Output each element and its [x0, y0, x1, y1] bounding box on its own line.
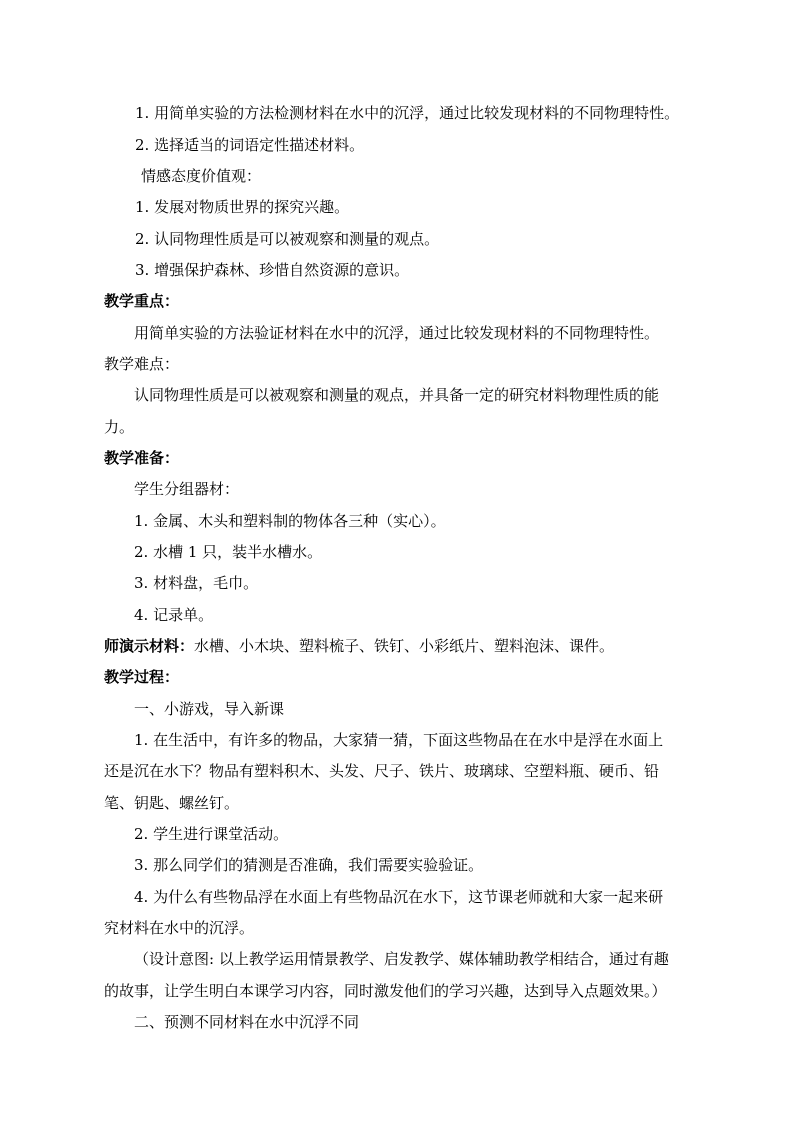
process-step-4a: 4. 为什么有些物品浮在水面上有些物品沉在水下，这节课老师就和大家一起来研	[134, 888, 664, 906]
objective-line-1: 1. 用简单实验的方法检测材料在水中的沉浮，通过比较发现材料的不同物理特性。	[135, 104, 680, 122]
key-points-text: 用简单实验的方法验证材料在水中的沉浮，通过比较发现材料的不同物理特性。	[134, 324, 660, 342]
material-item-1: 1. 金属、木头和塑料制的物体各三种（实心）。	[134, 512, 446, 530]
process-step-3: 3. 那么同学们的猜测是否准确，我们需要实验验证。	[134, 856, 484, 874]
demo-materials-text: 水槽、小木块、塑料梳子、铁钉、小彩纸片、塑料泡沫、课件。	[194, 637, 615, 655]
difficulty-text-2: 力。	[104, 418, 135, 436]
emotion-item-3: 3. 增强保护森林、珍惜自然资源的意识。	[135, 261, 410, 279]
process-step-2: 2. 学生进行课堂活动。	[134, 825, 289, 843]
student-materials-heading: 学生分组器材：	[134, 480, 240, 498]
emotion-item-1: 1. 发展对物质世界的探究兴趣。	[135, 198, 350, 216]
difficulty-text-1: 认同物理性质是可以被观察和测量的观点，并具备一定的研究材料物理性质的能	[134, 386, 660, 404]
material-item-4: 4. 记录单。	[134, 606, 214, 624]
process-step-1b: 还是沉在水下？物品有塑料积木、头发、尺子、铁片、玻璃球、空塑料瓶、硬币、铅	[104, 762, 660, 780]
material-item-2: 2. 水槽 1 只，装半水槽水。	[134, 543, 323, 561]
process-step-1c: 笔、钥匙、螺丝钉。	[104, 794, 240, 812]
difficulty-heading: 教学难点：	[104, 355, 180, 373]
preparation-heading: 教学准备：	[104, 449, 180, 467]
process-heading: 教学过程：	[104, 668, 180, 686]
objective-line-2: 2. 选择适当的词语定性描述材料。	[135, 136, 365, 154]
material-item-3: 3. 材料盘，毛巾。	[134, 574, 259, 592]
demo-materials-label: 师演示材料：	[104, 637, 195, 655]
emotion-item-2: 2. 认同物理性质是可以被观察和测量的观点。	[135, 230, 440, 248]
process-step-1a: 1. 在生活中，有许多的物品，大家猜一猜，下面这些物品在在水中是浮在水面上	[134, 731, 664, 749]
section-2-title: 二、预测不同材料在水中沉浮不同	[134, 1013, 360, 1031]
design-intent-2: 的故事，让学生明白本课学习内容，同时激发他们的学习兴趣，达到导入点题效果。）	[104, 982, 667, 1000]
demo-materials-line	[104, 636, 614, 656]
key-points-heading: 教学重点：	[104, 292, 180, 310]
process-step-4b: 究材料在水中的沉浮。	[104, 919, 255, 937]
emotion-heading: 情感态度价值观：	[141, 167, 262, 185]
section-1-title: 一、小游戏，导入新课	[134, 700, 285, 718]
design-intent-1: （设计意图: 以上教学运用情景教学、启发教学、媒体辅助教学相结合，通过有趣	[134, 950, 669, 968]
